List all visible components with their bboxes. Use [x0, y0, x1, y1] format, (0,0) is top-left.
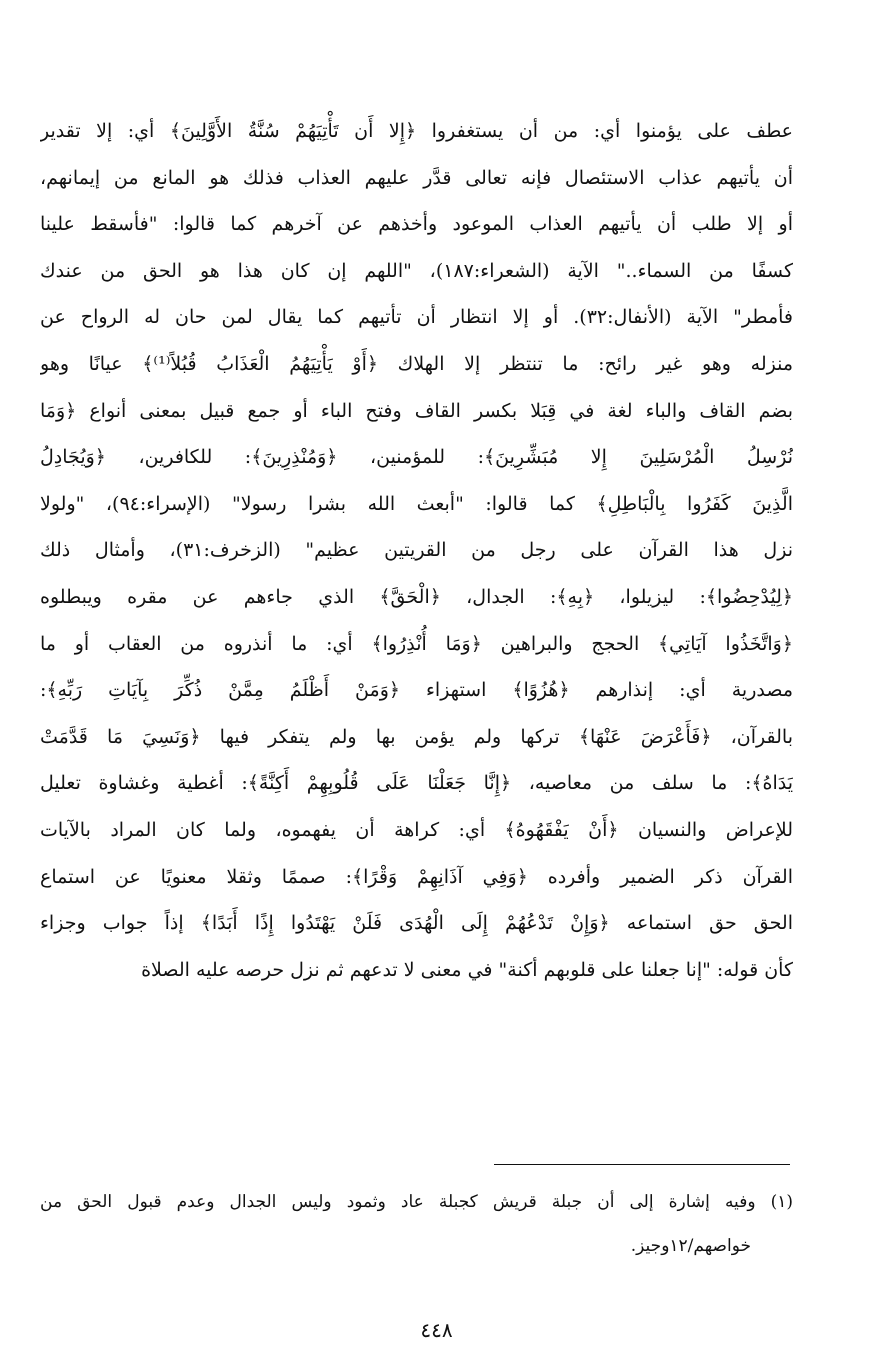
- text-line: عطف على يؤمنوا أي: من أن يستغفروا ﴿إِلا أَن تَأْتِيَهُمْ سُنَّةُ الأَوَّلِينَ﴾ أي: إلا تقدير: [40, 120, 793, 142]
- text-line: أو إلا طلب أن يأتيهم العذاب الموعود وأخذهم عن آخرهم كما قالوا: "فأسقط علينا: [40, 213, 793, 236]
- page-number: ٤٤٨: [420, 1318, 453, 1342]
- text-line: منزله وهو غير رائح: ما تنتظر إلا الهلاك ﴿أَوْ يَأْتِيَهُمُ الْعَذَابُ قُبُلاً⁽¹⁾﴾ عيانًا وهو: [40, 352, 793, 375]
- text-line: بالقرآن، ﴿فَأَعْرَضَ عَنْهَا﴾ تركها ولم يؤمن بها ولم يتفكر فيها ﴿وَنَسِيَ مَا قَدَّمَتْ: [40, 725, 793, 748]
- footnote-line: (١) وفيه إشارة إلى أن جبلة قريش كجبلة عاد وثمود وليس الجدال وعدم قبول الحق من: [40, 1192, 793, 1212]
- text-line: ﴿لِيُدْحِضُوا﴾: ليزيلوا، ﴿بِهِ﴾: الجدال، ﴿الْحَقَّ﴾ الذي جاءهم عن مقره ويبطلوه: [40, 585, 793, 608]
- text-line: ﴿وَاتَّخَذُوا آيَاتِي﴾ الحجج والبراهين ﴿وَمَا أُنْذِرُوا﴾ أي: ما أنذروه من العقاب أو ما: [40, 632, 793, 655]
- footnote-divider: [494, 1164, 790, 1165]
- text-line: بضم القاف والباء لغة في قِبَلا بكسر القاف وفتح الباء أو جمع قبيل بمعنى أنواع ﴿وَمَا: [40, 399, 793, 422]
- text-line: كأن قوله: "إنا جعلنا على قلوبهم أكنة" في معنى لا تدعهم ثم نزل حرصه عليه الصلاة: [141, 958, 793, 981]
- text-line: أن يأتيهم عذاب الاستئصال فإنه تعالى قدَّر عليهم العذاب فذلك هو المانع من إيمانهم،: [40, 166, 793, 189]
- text-line: فأمطر" الآية (الأنفال:٣٢). أو إلا انتظار أن تأتيهم كما يقال لمن حان له الرواح عن: [40, 306, 793, 329]
- footnote: [40, 1180, 793, 1268]
- text-line: كسفًا من السماء.." الآية (الشعراء:١٨٧)، "اللهم إن كان هذا هو الحق من عندك: [40, 259, 793, 282]
- text-line: القرآن ذكر الضمير وأفرده ﴿وَفِي آذَانِهِمْ وَقْرًا﴾: صممًا وثقلا معنويًا عن استماع: [40, 865, 793, 888]
- text-line: يَدَاهُ﴾: ما سلف من معاصيه، ﴿إِنَّا جَعَلْنَا عَلَى قُلُوبِهِمْ أَكِنَّةً﴾: أغطية وغشاوة تعليل: [40, 772, 793, 795]
- main-text: [40, 108, 793, 993]
- text-line: الَّذِينَ كَفَرُوا بِالْبَاطِلِ﴾ كما قالوا: "أبعث الله بشرا رسولا" (الإسراء:٩٤)، "ولولا: [40, 492, 793, 515]
- text-line: الحق حق استماعه ﴿وَإِنْ تَدْعُهُمْ إِلَى الْهُدَى فَلَنْ يَهْتَدُوا إِذًا أَبَدًا﴾ إذاً جواب وجزاء: [40, 912, 793, 935]
- footnote-line: خواصهم/١٢وجيز.: [630, 1236, 751, 1256]
- text-line: نزل هذا القرآن على رجل من القريتين عظيم" (الزخرف:٣١)، وأمثال ذلك: [40, 539, 793, 562]
- text-line: نُرْسِلُ الْمُرْسَلِينَ إِلا مُبَشِّرِينَ﴾: للمؤمنين، ﴿وَمُنْذِرِينَ﴾: للكافرين، ﴿وَيُجَادِلُ: [40, 446, 793, 469]
- text-line: مصدرية أي: إنذارهم ﴿هُزُوًا﴾ استهزاء ﴿وَمَنْ أَظْلَمُ مِمَّنْ ذُكِّرَ بِآيَاتِ رَبِّهِ﴾:: [40, 679, 793, 702]
- text-line: للإعراض والنسيان ﴿أَنْ يَفْقَهُوهُ﴾ أي: كراهة أن يفهموه، ولما كان المراد بالآيات: [40, 818, 793, 841]
